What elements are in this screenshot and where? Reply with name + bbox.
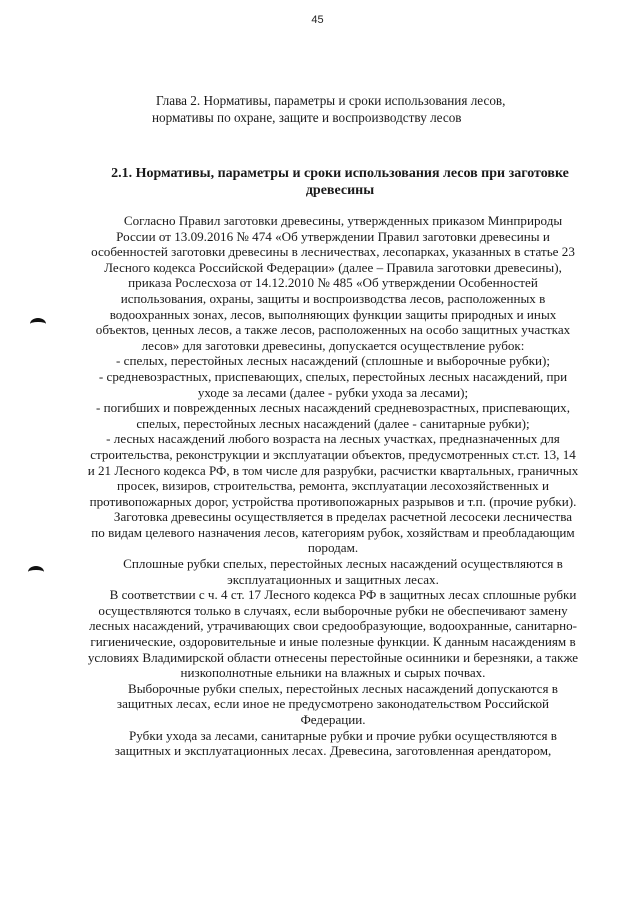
paragraph-intro: Согласно Правил заготовки древесины, утвержденных приказом Минприроды России от 13.09.2016 № 474 «Об утверждении Правил заготовки древесины и особенностей заготовки древесины в лесничествах, лесопарках, указанных в статье 23 Лесного кодекса Российской Федерации» (далее – Правила заготовки древесины), приказа Рослесхоза от 14.12.2010 № 485 «Об утверждении Особенностей использования, охраны, защиты и воспроизводства лесов, расположенных в водоохранных зонах, лесов, выполняющих функции защиты природных и иных объектов, ценных лесов, а также лесов, расположенных на особо защитных участках лесов» для заготовки древесины, допускается осуществление рубок: <box>91 213 575 353</box>
paragraph-protective-forests: В соответствии с ч. 4 ст. 17 Лесного кодекса РФ в защитных лесах сплошные рубки осуществляются только в случаях, если выборочные рубки не обеспечивают замену лесных насаждений, утрачивающих свои средообразующие, водоохранные, санитарно-гигиенические, оздоровительные и иные полезные функции. К данным насаждениям в условиях Владимирской области отнесены перестойные осинники и березняки, а также низкополнотные ельники на влажных и сырых почвах. <box>87 587 579 681</box>
paragraph-selective-cuts: Выборочные рубки спелых, перестойных лесных насаждений допускаются в защитных лесах, если иное не предусмотрено законодательством Российской Федерации. <box>116 680 558 727</box>
list-item-sanitary: - погибших и поврежденных лесных насаждений средневозрастных, приспевающих, спелых, перестойных лесных насаждений (далее - санитарные рубки); <box>96 400 570 431</box>
document-body <box>86 213 580 759</box>
section-title: 2.1. Нормативы, параметры и сроки использования лесов при заготовке древесины <box>111 166 569 198</box>
chapter-heading-line-1: Глава 2. Нормативы, параметры и сроки использования лесов, <box>156 93 506 108</box>
list-item-clear-cuts: - спелых, перестойных лесных насаждений (сплошные и выборочные рубки); <box>116 353 550 369</box>
chapter-heading <box>130 92 570 126</box>
list-item-other-cuts: - лесных насаждений любого возраста на лесных участках, предназначенных для строительства, реконструкции и эксплуатации объектов, предусмотренных ст.ст. 13, 14 и 21 Лесного кодекса РФ, в том числе для разрубки, расчистки квартальных, граничных просек, визиров, строительства, ремонта, эксплуатации лесохозяйственных и противопожарных дорог, устройства противопожарных разрывов и т.п. (прочие рубки). <box>87 431 579 509</box>
list-item-thinning: - средневозрастных, приспевающих, спелых, перестойных лесных насаждений, при уходе за лесами (далее - рубки ухода за лесами); <box>98 368 568 400</box>
paragraph-clear-cuts: Сплошные рубки спелых, перестойных лесных насаждений осуществляются в эксплуатационных и защитных лесах. <box>123 556 563 587</box>
chapter-heading-line-2: нормативы по охране, защите и воспроизводству лесов <box>152 110 462 125</box>
paragraph-harvest-limits: Заготовка древесины осуществляется в пределах расчетной лесосеки лесничества по видам целевого назначения лесов, категориям рубок, хозяйствам и преобладающим породам. <box>91 509 575 556</box>
punch-hole-mark <box>30 318 46 330</box>
punch-hole-mark <box>28 566 44 578</box>
paragraph-care-cuts: Рубки ухода за лесами, санитарные рубки и прочие рубки осуществляются в защитных и эксплуатационных лесах. Древесина, заготовленная арендатором, <box>114 727 557 759</box>
page-number: 45 <box>311 14 324 26</box>
